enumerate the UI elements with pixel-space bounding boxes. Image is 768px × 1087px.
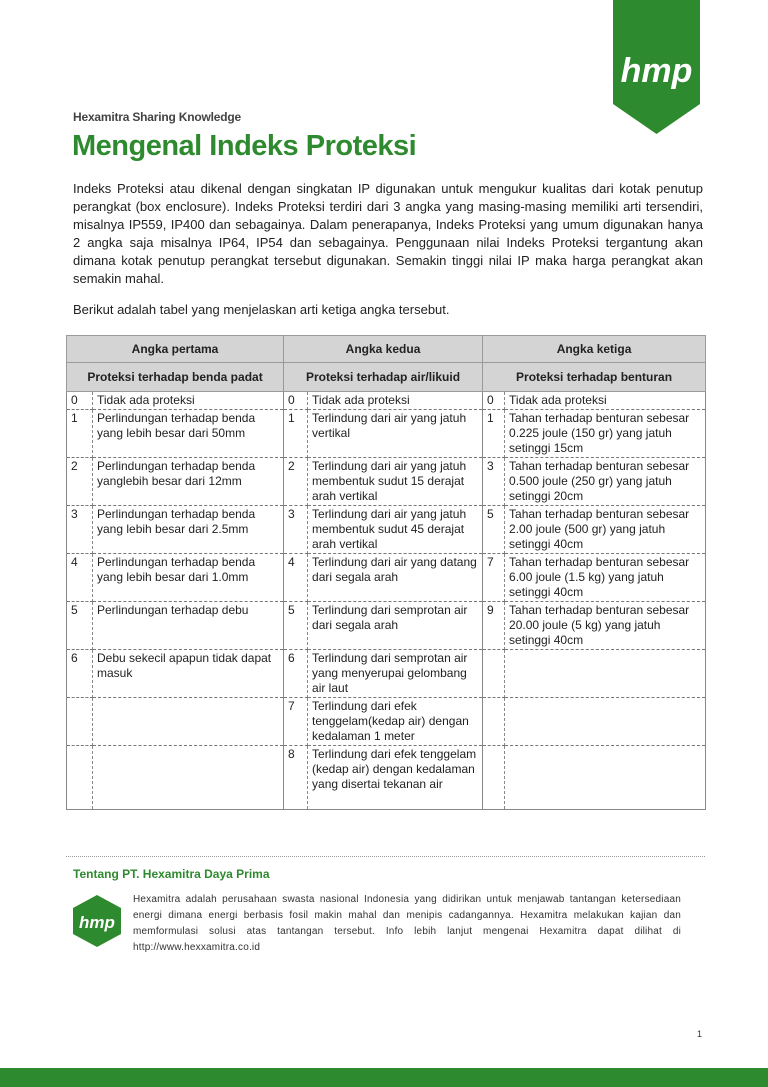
cell-num [483, 698, 505, 746]
cell-num: 6 [284, 650, 308, 698]
hmp-logo-icon [613, 0, 700, 134]
cell-text: Tidak ada proteksi [308, 392, 483, 410]
table-header-row [67, 336, 706, 363]
cell-text: Perlindungan terhadap benda yang lebih besar dari 2.5mm [93, 506, 284, 554]
svg-text:hmp: hmp [620, 52, 693, 90]
kicker: Hexamitra Sharing Knowledge [73, 110, 241, 124]
table-subheader-row [67, 363, 706, 392]
cell-text: Tidak ada proteksi [93, 392, 284, 410]
cell-num: 5 [284, 602, 308, 650]
cell-num: 4 [67, 554, 93, 602]
intro-paragraph: Indeks Proteksi atau dikenal dengan singkatan IP digunakan untuk mengukur kualitas dari kotak penutup perangkat (box enclosure). Indeks Proteksi terdiri dari 3 angka yang masing-masing memiliki arti tersendiri, misalnya IP559, IP400 dan sebagainya. Dalam penerapanya, Indeks Proteksi yang umum digunakan hanya 2 angka saja misalnya IP64, IP54 dan sebagainya. Penggunaan nilai Indeks Proteksi tergantung akan dimana kotak penutup perangkat tersebut digunakan. Semakin tinggi nilai IP maka harga perangkat akan semakin mahal. [73, 181, 703, 286]
page-number: 1 [697, 1029, 703, 1039]
cell-text [505, 746, 706, 810]
cell-text: Tahan terhadap benturan sebesar 0.500 joule (250 gr) yang jatuh setinggi 20cm [505, 458, 706, 506]
cell-num: 6 [67, 650, 93, 698]
header-first-digit: Angka pertama [67, 336, 284, 363]
cell-num: 8 [284, 746, 308, 810]
cell-text: Terlindung dari semprotan air yang menyerupai gelombang air laut [308, 650, 483, 698]
cell-text: Debu sekecil apapun tidak dapat masuk [93, 650, 284, 698]
cell-text: Terlindung dari air yang datang dari segala arah [308, 554, 483, 602]
subheader-liquid: Proteksi terhadap air/likuid [284, 363, 483, 392]
cell-text [505, 650, 706, 698]
table-row [67, 746, 706, 810]
cell-num: 3 [483, 458, 505, 506]
footer-divider [66, 856, 705, 857]
subheader-solid: Proteksi terhadap benda padat [67, 363, 284, 392]
cell-text: Terlindung dari air yang jatuh membentuk sudut 45 derajat arah vertikal [308, 506, 483, 554]
cell-num [483, 746, 505, 810]
cell-text: Tahan terhadap benturan sebesar 2.00 joule (500 gr) yang jatuh setinggi 40cm [505, 506, 706, 554]
cell-num [67, 698, 93, 746]
cell-text: Tahan terhadap benturan sebesar 6.00 joule (1.5 kg) yang jatuh setinggi 40cm [505, 554, 706, 602]
footer-text: Hexamitra adalah perusahaan swasta nasional Indonesia yang didirikan untuk menjawab tantangan ketersediaan energi dimana energi berbasis fosil makin mahal dan menipis cadangannya. Hexamitra melakukan kajian dan memformulasi solusi atas tantangan tersebut. Info lebih lanjut mengenai Hexamitra dapat dilihat di http://www.hexxamitra.co.id [133, 894, 681, 953]
bottom-bar [0, 1068, 768, 1087]
cell-text: Terlindung dari air yang jatuh membentuk sudut 15 derajat arah vertikal [308, 458, 483, 506]
subheader-impact: Proteksi terhadap benturan [483, 363, 706, 392]
cell-num: 2 [67, 458, 93, 506]
cell-text: Tidak ada proteksi [505, 392, 706, 410]
cell-text [505, 698, 706, 746]
cell-num: 2 [284, 458, 308, 506]
cell-num: 3 [67, 506, 93, 554]
cell-num: 0 [67, 392, 93, 410]
cell-text: Perlindungan terhadap debu [93, 602, 284, 650]
cell-num: 7 [284, 698, 308, 746]
cell-text: Tahan terhadap benturan sebesar 0.225 joule (150 gr) yang jatuh setinggi 15cm [505, 410, 706, 458]
cell-text: Terlindung dari efek tenggelam(kedap air) dengan kedalaman 1 meter [308, 698, 483, 746]
cell-text: Perlindungan terhadap benda yanglebih besar dari 12mm [93, 458, 284, 506]
cell-text [93, 746, 284, 810]
table-row [67, 650, 706, 698]
cell-num: 4 [284, 554, 308, 602]
page-title: Mengenal Indeks Proteksi [72, 130, 417, 162]
table-row [67, 392, 706, 410]
cell-num [67, 746, 93, 810]
table-row [67, 554, 706, 602]
cell-text: Terlindung dari efek tenggelam (kedap air) dengan kedalaman yang disertai tekanan air [308, 746, 483, 810]
cell-text: Terlindung dari semprotan air dari segala arah [308, 602, 483, 650]
cell-num: 1 [483, 410, 505, 458]
table-row [67, 410, 706, 458]
svg-text:hmp: hmp [79, 913, 115, 932]
table-row [67, 458, 706, 506]
table-row [67, 698, 706, 746]
hmp-footer-logo-icon [73, 895, 121, 947]
cell-text: Perlindungan terhadap benda yang lebih besar dari 50mm [93, 410, 284, 458]
cell-num: 0 [284, 392, 308, 410]
table-row [67, 602, 706, 650]
cell-num: 9 [483, 602, 505, 650]
table-row [67, 506, 706, 554]
cell-text: Terlindung dari air yang jatuh vertikal [308, 410, 483, 458]
cell-num: 7 [483, 554, 505, 602]
lead-paragraph: Berikut adalah tabel yang menjelaskan arti ketiga angka tersebut. [73, 302, 450, 317]
cell-num: 1 [67, 410, 93, 458]
cell-num: 1 [284, 410, 308, 458]
cell-num: 5 [67, 602, 93, 650]
cell-text: Tahan terhadap benturan sebesar 20.00 joule (5 kg) yang jatuh setinggi 40cm [505, 602, 706, 650]
cell-num [483, 650, 505, 698]
header-second-digit: Angka kedua [284, 336, 483, 363]
footer-title: Tentang PT. Hexamitra Daya Prima [73, 867, 270, 881]
cell-num: 5 [483, 506, 505, 554]
cell-num: 3 [284, 506, 308, 554]
header-third-digit: Angka ketiga [483, 336, 706, 363]
cell-num: 0 [483, 392, 505, 410]
ip-table [66, 335, 706, 810]
cell-text [93, 698, 284, 746]
cell-text: Perlindungan terhadap benda yang lebih besar dari 1.0mm [93, 554, 284, 602]
